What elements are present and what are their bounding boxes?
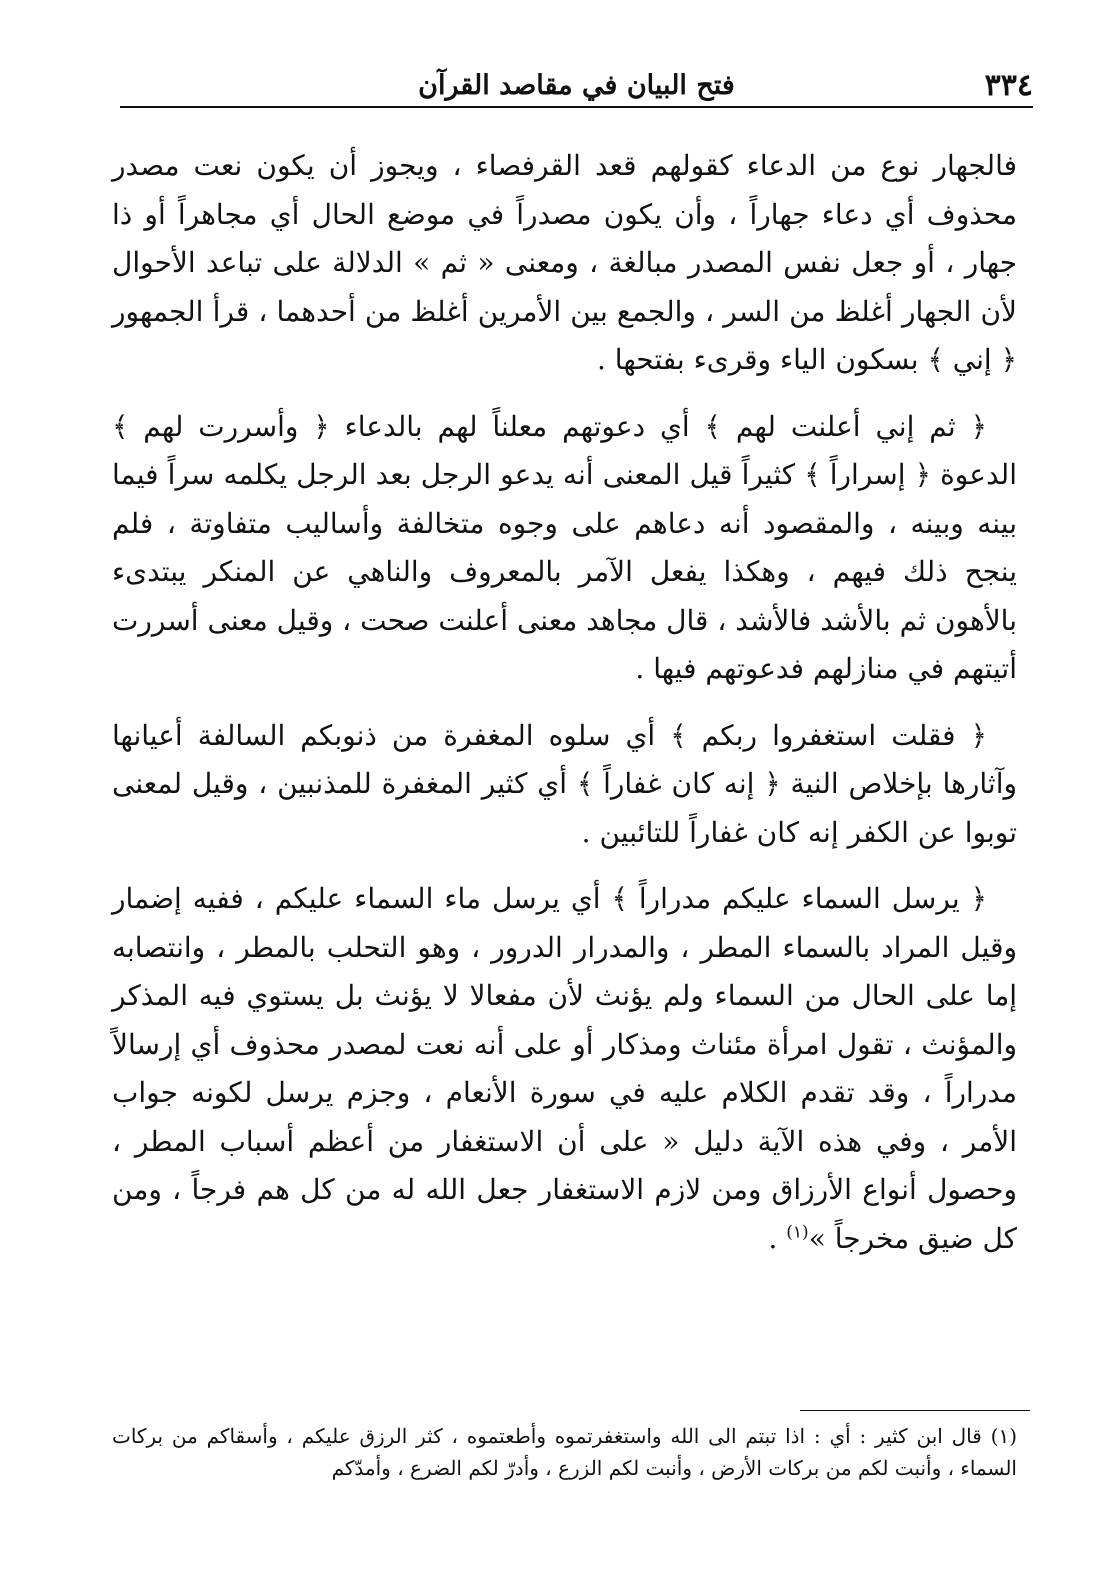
paragraph-text: ﴿ فقلت استغفروا ربكم ﴾ أي سلوه المغفرة من ذنوبكم السالفة أعيانها وآثارها بإخلاص النية ﴿ إنه كان غفاراً ﴾ أي كثير المغفرة للمذنبين ، وقيل لمعنى توبوا عن الكفر إنه كان غفاراً للتائبين . (112, 718, 1017, 849)
paragraph-tail: . (768, 1221, 787, 1255)
paragraph (112, 403, 1017, 694)
body-text (112, 142, 1017, 1281)
paragraph (112, 142, 1017, 385)
footnotes (112, 1420, 1017, 1484)
footnote: (١) قال ابن كثير : أي : اذا تبتم الى الله واستغفرتموه وأطعتموه ، كثر الرزق عليكم ، وأسقاكم من بركات السماء ، وأنبت لكم من بركات الأرض ، وأنبت لكم الزرع ، وأدرّ لكم الضرع ، وأمدّكم (112, 1424, 1017, 1480)
page-number: ٣٣٤ (984, 68, 1033, 103)
paragraph-text: فالجهار نوع من الدعاء كقولهم قعد القرفصاء ، ويجوز أن يكون نعت مصدر محذوف أي دعاء جهاراً ، وأن يكون مصدراً في موضع الحال أي مجاهراً أو ذا جهار ، أو جعل نفس المصدر مبالغة ، ومعنى « ثم » الدلالة على تباعد الأحوال لأن الجهار أغلظ من السر ، والجمع بين الأمرين أغلظ من أحدهما ، قرأ الجمهور ﴿ إني ﴾ بسكون الياء وقرىء بفتحها . (112, 149, 1017, 376)
footnote-separator (800, 1410, 1030, 1411)
paragraph (112, 712, 1017, 858)
paragraph-text: ﴿ ثم إني أعلنت لهم ﴾ أي دعوتهم معلناً لهم بالدعاء ﴿ وأسررت لهم ﴾ الدعوة ﴿ إسراراً ﴾ كثيراً قيل المعنى أنه يدعو الرجل بعد الرجل يكلمه سراً فيما بينه وبينه ، والمقصود أنه دعاهم على وجوه متخالفة وأساليب متفاوتة ، فلم ينجح ذلك فيهم ، وهكذا يفعل الآمر بالمعروف والناهي عن المنكر يبتدىء بالأهون ثم بالأشد فالأشد ، قال مجاهد معنى أعلنت صحت ، وقيل معنى أسررت أتيتهم في منازلهم فدعوتهم فيها . (112, 409, 1017, 685)
running-header (120, 66, 1033, 108)
footnote-reference[interactable]: (١) (786, 1222, 809, 1243)
paragraph-text: ﴿ يرسل السماء عليكم مدراراً ﴾ أي يرسل ماء السماء عليكم ، ففيه إضمار وقيل المراد بالسماء المطر ، والمدرار الدرور ، وهو التحلب بالمطر ، وانتصابه إما على الحال من السماء ولم يؤنث لأن مفعالا لا يؤنث بل يستوي فيه المذكر والمؤنث ، تقول امرأة مئناث ومذكار أو على أنه نعت لمصدر محذوف أي إرسالاً مدراراً ، وقد تقدم الكلام عليه في سورة الأنعام ، وجزم يرسل لكونه جواب الأمر ، وفي هذه الآية دليل « على أن الاستغفار من أعظم أسباب المطر ، وحصول أنواع الأرزاق ومن لازم الاستغفار جعل الله له من كل هم فرجاً ، ومن كل ضيق مخرجاً » (112, 882, 1017, 1255)
paragraph (112, 875, 1017, 1263)
book-title: فتح البيان في مقاصد القرآن (418, 70, 735, 101)
